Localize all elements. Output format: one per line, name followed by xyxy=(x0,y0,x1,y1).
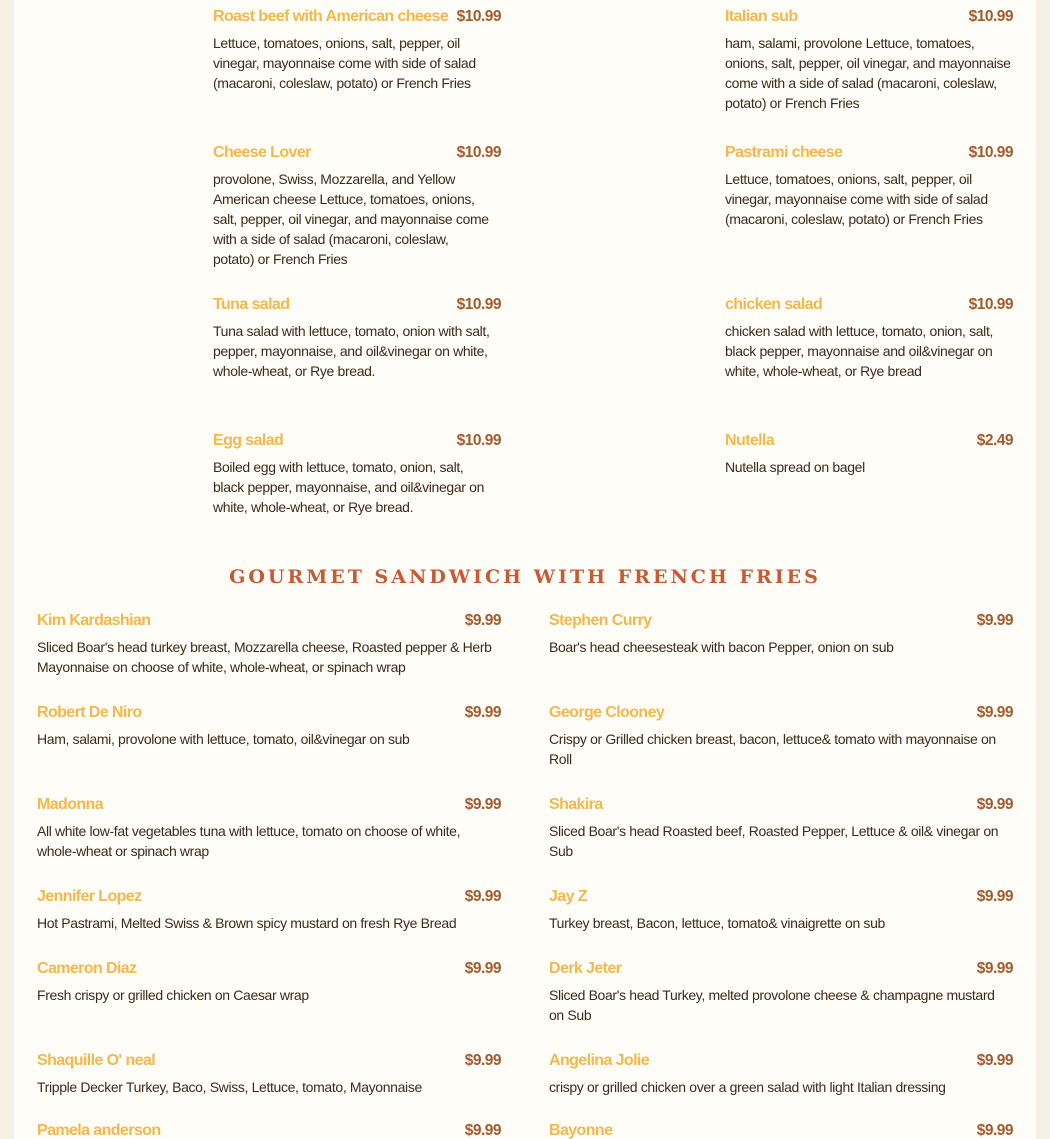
item-price: $10.99 xyxy=(456,144,501,161)
item-price: $9.99 xyxy=(464,960,501,977)
item-name: Kim Kardashian xyxy=(37,612,151,629)
item-price: $9.99 xyxy=(464,796,501,813)
menu-item-egg-salad[interactable] xyxy=(213,432,501,532)
item-name: Egg salad xyxy=(213,432,284,449)
item-name: Nutella xyxy=(725,432,775,449)
item-description: Tuna salad with lettuce, tomato, onion with salt, pepper, mayonnaise, and oil&vinegar on white, whole-wheat, or Rye bread. xyxy=(213,323,490,379)
item-price: $9.99 xyxy=(976,612,1013,629)
item-description: Fresh crispy or grilled chicken on Caesar wrap xyxy=(37,987,309,1003)
item-name: Cameron Diaz xyxy=(37,960,137,977)
item-price: $9.99 xyxy=(464,612,501,629)
item-price: $9.99 xyxy=(464,1052,501,1069)
item-name: Pastrami cheese xyxy=(725,144,843,161)
item-price: $2.49 xyxy=(976,432,1013,449)
item-description: Crispy or Grilled chicken breast, bacon, lettuce& tomato with mayonnaise on Roll xyxy=(549,731,996,767)
item-description: Sliced Boar's head turkey breast, Mozzarella cheese, Roasted pepper & Herb Mayonnaise on choose of white, whole-wheat, or spinach wrap xyxy=(37,639,492,675)
item-name: Pamela anderson xyxy=(37,1122,161,1139)
item-name: Robert De Niro xyxy=(37,704,142,721)
item-name: Shakira xyxy=(549,796,603,813)
item-description: Turkey breast, Bacon, lettuce, tomato& vinaigrette on sub xyxy=(549,915,885,931)
item-price: $9.99 xyxy=(976,704,1013,721)
menu-item-cheese-lover[interactable] xyxy=(213,144,501,274)
item-name: Jennifer Lopez xyxy=(37,888,142,905)
menu-item-jay-z[interactable] xyxy=(549,888,1013,948)
item-price: $10.99 xyxy=(968,144,1013,161)
menu-item-robert-de-niro[interactable] xyxy=(37,704,501,784)
item-description: provolone, Swiss, Mozzarella, and Yellow American cheese Lettuce, tomatoes, onions, salt, pepper, oil vinegar, and mayonnaise come with a side of salad (macaroni, coleslaw, potato) or French Fries xyxy=(213,171,489,267)
menu-item-chicken-salad[interactable] xyxy=(725,296,1013,396)
item-description: Lettuce, tomatoes, onions, salt, pepper, oil vinegar, mayonnaise come with side of salad (macaroni, coleslaw, potato) or French Fries xyxy=(213,35,476,91)
menu-item-stephen-curry[interactable] xyxy=(549,612,1013,692)
menu-item-roast-beef[interactable] xyxy=(213,8,501,118)
menu-item-tuna-salad[interactable] xyxy=(213,296,501,396)
menu-item-pamela-anderson[interactable] xyxy=(37,1122,501,1139)
item-name: Shaquille O' neal xyxy=(37,1052,156,1069)
menu-item-jennifer-lopez[interactable] xyxy=(37,888,501,948)
item-price: $9.99 xyxy=(976,888,1013,905)
menu-item-bayonne[interactable] xyxy=(549,1122,1013,1139)
item-description: Sliced Boar's head Roasted beef, Roasted Pepper, Lettuce & oil& vinegar on Sub xyxy=(549,823,999,859)
item-price: $9.99 xyxy=(464,1122,501,1139)
menu-item-shakira[interactable] xyxy=(549,796,1013,876)
item-description: Ham, salami, provolone with lettuce, tomato, oil&vinegar on sub xyxy=(37,731,410,747)
item-price: $9.99 xyxy=(976,1122,1013,1139)
item-price: $10.99 xyxy=(968,8,1013,25)
menu-item-nutella[interactable] xyxy=(725,432,1013,492)
menu-item-derk-jeter[interactable] xyxy=(549,960,1013,1040)
item-name: Tuna salad xyxy=(213,296,290,313)
item-name: Italian sub xyxy=(725,8,798,25)
item-price: $9.99 xyxy=(976,960,1013,977)
item-price: $9.99 xyxy=(464,704,501,721)
item-description: Sliced Boar's head Turkey, melted provolone cheese & champagne mustard on Sub xyxy=(549,987,995,1023)
menu-item-madonna[interactable] xyxy=(37,796,501,876)
item-description: ham, salami, provolone Lettuce, tomatoes, onions, salt, pepper, oil vinegar, and mayonnaise come with a side of salad (macaroni, coleslaw, potato) or French Fries xyxy=(725,35,1011,111)
item-name: Roast beef with American cheese xyxy=(213,8,449,25)
item-description: Nutella spread on bagel xyxy=(725,459,865,475)
item-price: $9.99 xyxy=(976,1052,1013,1069)
item-price: $10.99 xyxy=(456,432,501,449)
menu-item-george-clooney[interactable] xyxy=(549,704,1013,784)
item-name: Madonna xyxy=(37,796,104,813)
item-price: $9.99 xyxy=(976,796,1013,813)
item-description: Hot Pastrami, Melted Swiss & Brown spicy mustard on fresh Rye Bread xyxy=(37,915,457,931)
menu-item-italian-sub[interactable] xyxy=(725,8,1013,118)
item-description: Tripple Decker Turkey, Baco, Swiss, Lettuce, tomato, Mayonnaise xyxy=(37,1079,422,1095)
menu-item-angelina-jolie[interactable] xyxy=(549,1052,1013,1112)
item-name: Cheese Lover xyxy=(213,144,311,161)
item-description: All white low-fat vegetables tuna with lettuce, tomato on choose of white, whole-wheat or spinach wrap xyxy=(37,823,461,859)
menu-page xyxy=(14,0,1036,1139)
item-name: Angelina Jolie xyxy=(549,1052,650,1069)
item-description: chicken salad with lettuce, tomato, onion, salt, black pepper, mayonnaise and oil&vinegar on white, whole-wheat, or Rye bread xyxy=(725,323,994,379)
item-name: Derk Jeter xyxy=(549,960,622,977)
menu-item-kim-kardashian[interactable] xyxy=(37,612,501,692)
item-name: Bayonne xyxy=(549,1122,613,1139)
menu-item-shaquille-oneal[interactable] xyxy=(37,1052,501,1112)
item-description: Boiled egg with lettuce, tomato, onion, salt, black pepper, mayonnaise, and oil&vinegar on white, whole-wheat, or Rye bread. xyxy=(213,459,485,515)
item-name: Stephen Curry xyxy=(549,612,652,629)
item-price: $9.99 xyxy=(464,888,501,905)
item-name: chicken salad xyxy=(725,296,823,313)
item-description: Boar's head cheesesteak with bacon Pepper, onion on sub xyxy=(549,639,894,655)
item-price: $10.99 xyxy=(456,8,501,25)
item-price: $10.99 xyxy=(968,296,1013,313)
section-title: GOURMET SANDWICH WITH FRENCH FRIES xyxy=(229,566,821,588)
item-price: $10.99 xyxy=(456,296,501,313)
item-description: crispy or grilled chicken over a green salad with light Italian dressing xyxy=(549,1079,946,1095)
menu-item-cameron-diaz[interactable] xyxy=(37,960,501,1020)
item-description: Lettuce, tomatoes, onions, salt, pepper, oil vinegar, mayonnaise come with side of salad (macaroni, coleslaw, potato) or French Fries xyxy=(725,171,988,227)
menu-item-pastrami-cheese[interactable] xyxy=(725,144,1013,254)
item-name: Jay Z xyxy=(549,888,587,905)
item-name: George Clooney xyxy=(549,704,665,721)
